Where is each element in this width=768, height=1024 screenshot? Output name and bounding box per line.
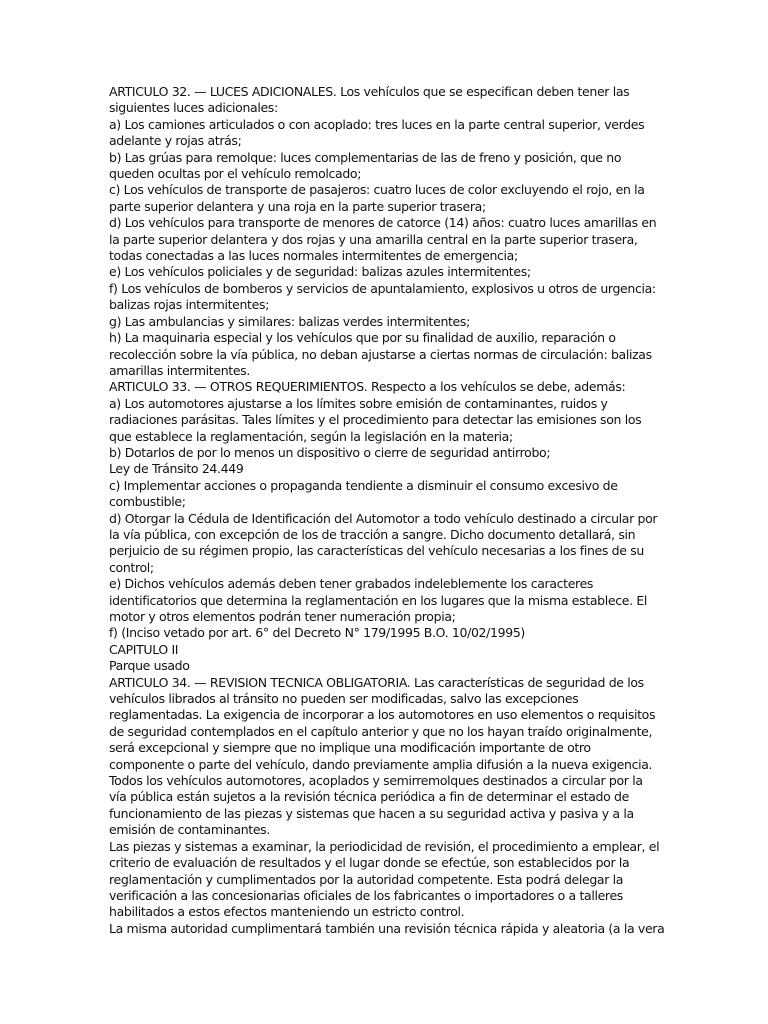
text-line: todas conectadas a las luces normales intermitentes de emergencia; <box>109 248 518 264</box>
text-line: motor y otros elementos podrán tener numeración propia; <box>109 609 456 624</box>
text-line: c) Implementar acciones o propaganda tendiente a disminuir el consumo excesivo de <box>109 477 618 493</box>
text-line: combustible; <box>109 494 186 510</box>
text-line: La misma autoridad cumplimentará también una revisión técnica rápida y aleatoria (a la vera <box>109 920 665 936</box>
text-line: c) Los vehículos de transporte de pasajeros: cuatro luces de color excluyendo el rojo, en la <box>109 182 645 198</box>
text-line: recolección sobre la vía pública, no deban ajustarse a ciertas normas de circulación: balizas <box>109 346 652 362</box>
text-line: perjuicio de su régimen propio, las características del vehículo necesarias a los fines de su <box>109 543 644 559</box>
text-line: que establece la reglamentación, según la legislación en la materia; <box>109 428 513 444</box>
text-line: amarillas intermitentes. <box>109 362 250 378</box>
text-line: ARTICULO 33. — OTROS REQUERIMIENTOS. Respecto a los vehículos se debe, además: <box>109 379 626 395</box>
text-line: Las piezas y sistemas a examinar, la periodicidad de revisión, el procedimiento a emplear, el <box>109 838 660 854</box>
text-line: Parque usado <box>109 658 190 674</box>
text-line: b) Dotarlos de por lo menos un dispositivo o cierre de seguridad antirrobo; <box>109 444 551 460</box>
text-line: ARTICULO 34. — REVISION TECNICA OBLIGATORIA. Las características de seguridad de los <box>109 674 644 690</box>
text-line: Todos los vehículos automotores, acoplados y semirremolques destinados a circular por la <box>109 773 643 789</box>
text-line: f) (Inciso vetado por art. 6° del Decreto N° 179/1995 B.O. 10/02/1995) <box>109 625 525 641</box>
text-line: h) La maquinaria especial y los vehículos que por su finalidad de auxilio, reparación o <box>109 330 616 346</box>
text-line: de seguridad contemplados en el capítulo anterior y que no los hayan traído originalmente, <box>109 723 653 739</box>
text-line: verificación a las concesionarias oficiales de los fabricantes o importadores o a talleres <box>109 887 623 903</box>
text-line: reglamentación y cumplimentados por la autoridad competente. Esta podrá delegar la <box>109 871 624 887</box>
text-line: identificatorios que determina la reglamentación en los lugares que la misma establece. El <box>109 592 647 608</box>
text-line: siguientes luces adicionales: <box>109 100 278 116</box>
text-line: queden ocultas por el vehículo remolcado; <box>109 166 362 182</box>
text-line: a) Los automotores ajustarse a los límites sobre emisión de contaminantes, ruidos y <box>109 395 608 411</box>
text-line: e) Los vehículos policiales y de seguridad: balizas azules intermitentes; <box>109 264 531 280</box>
text-line: d) Los vehículos para transporte de menores de catorce (14) años: cuatro luces amarillas en <box>109 215 657 231</box>
text-line: vía pública están sujetos a la revisión técnica periódica a fin de determinar el estado de <box>109 789 629 805</box>
text-line: reglamentadas. La exigencia de incorporar a los automotores en uso elementos o requisitos <box>109 707 656 723</box>
text-line: parte superior delantera y una roja en la parte superior trasera; <box>109 198 486 214</box>
text-line: funcionamiento de las piezas y sistemas que hacen a su seguridad activa y pasiva y a la <box>109 805 634 821</box>
text-line: radiaciones parásitas. Tales límites y el procedimiento para detectar las emisiones son los <box>109 412 642 428</box>
document-page <box>109 84 665 937</box>
text-line: la vía pública, con excepción de los de tracción a sangre. Dicho documento detallará, sin <box>109 526 636 542</box>
text-line: Ley de Tránsito 24.449 <box>109 461 244 477</box>
text-line: a) Los camiones articulados o con acoplado: tres luces en la parte central superior, verdes <box>109 116 645 132</box>
text-line: la parte superior delantera y dos rojas y una amarilla central en la parte superior trasera, <box>109 231 638 247</box>
text-line: vehículos librados al tránsito no pueden ser modificadas, salvo las excepciones <box>109 691 579 707</box>
text-line: CAPITULO II <box>109 641 179 657</box>
text-line: g) Las ambulancias y similares: balizas verdes intermitentes; <box>109 313 470 329</box>
text-line: ARTICULO 32. — LUCES ADICIONALES. Los vehículos que se especifican deben tener las <box>109 84 630 99</box>
text-line: balizas rojas intermitentes; <box>109 297 269 313</box>
text-line: b) Las grúas para remolque: luces complementarias de las de freno y posición, que no <box>109 149 622 165</box>
text-line: d) Otorgar la Cédula de Identificación del Automotor a todo vehículo destinado a circular por <box>109 510 658 526</box>
text-line: habilitados a estos efectos manteniendo un estricto control. <box>109 904 465 920</box>
text-line: control; <box>109 559 154 575</box>
text-line: e) Dichos vehículos además deben tener grabados indeleblemente los caracteres <box>109 576 594 592</box>
text-line: componente o parte del vehículo, dando previamente amplia difusión a la nueva exigencia. <box>109 756 653 772</box>
text-line: emisión de contaminantes. <box>109 822 270 838</box>
text-line: f) Los vehículos de bomberos y servicios de apuntalamiento, explosivos u otros de urgencia: <box>109 280 656 296</box>
text-line: adelante y rojas atrás; <box>109 133 242 149</box>
text-line: será excepcional y siempre que no implique una modificación importante de otro <box>109 740 591 756</box>
text-line: criterio de evaluación de resultados y el lugar donde se efectúe, son establecidos por la <box>109 855 630 871</box>
